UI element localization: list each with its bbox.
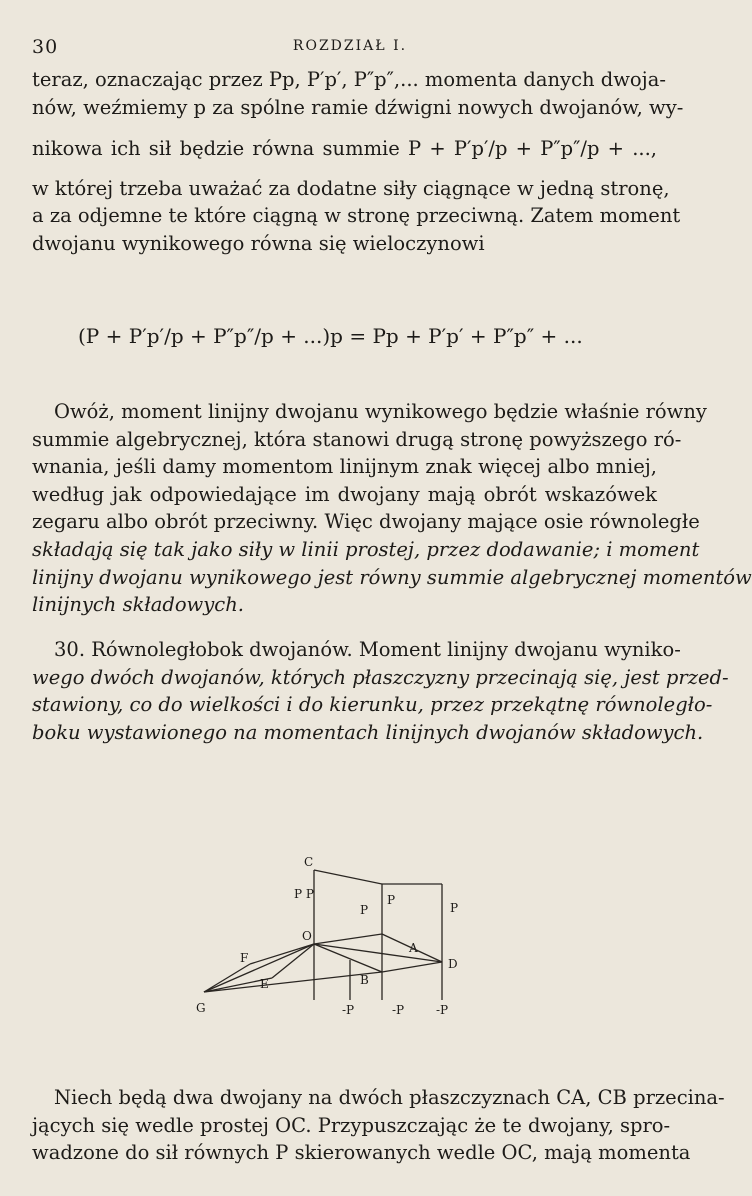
label-pp: P P [294,887,314,901]
label-minus-p: -P [342,1003,355,1017]
couples-parallelogram-figure [192,852,502,1022]
label-p: P [360,903,369,917]
paragraph-3 [32,636,729,746]
paragraph-2 [32,398,752,619]
label-c: C [304,855,314,869]
text-line: nów, weźmiemy p za spólne ramie dźwigni nowych dwojanów, wy- [32,95,684,119]
text-line: linijnych składowych. [32,593,244,617]
text-line: składają się tak jako siły w linii prostej, przez dodawanie; i moment [32,537,700,561]
paragraph-4 [32,1084,725,1167]
label-p: P [387,893,396,907]
label-o: O [302,929,312,943]
text-line: wego dwóch dwojanów, których płaszczyzny przecinają się, jest przed- [32,665,729,689]
text-line: jących się wedle prostej OC. Przypuszczając że te dwojany, spro- [32,1113,671,1137]
text-line: 30. Równoległobok dwojanów. Moment linijny dwojanu wyniko- [54,638,681,661]
text-line: nikowa ich sił będzie równa summie P + P′p′/p + P″p″/p + ..., [32,137,657,161]
label-p: P [450,901,459,915]
equation [78,324,638,348]
text-line: summie algebrycznej, która stanowi drugą stronę powyższego ró- [32,427,682,451]
label-minus-p: -P [392,1003,405,1017]
label-a: A [409,941,418,955]
paragraph-1 [32,66,684,258]
label-e: E [260,977,269,991]
label-g: G [196,1001,206,1015]
text-line: a za odjemne te które ciągną w stronę przeciwną. Zatem moment [32,204,681,228]
text-line: wadzone do sił równych P skierowanych wedle OC, mają momenta [32,1141,691,1165]
text-line: wnania, jeśli damy momentom linijnym znak więcej albo mniej, [32,455,657,479]
text-line: zegaru albo obrót przeciwny. Więc dwojany mające osie równoległe [32,510,700,534]
text-line: stawiony, co do wielkości i do kierunku, przez przekątnę równoległo- [32,693,713,717]
label-minus-p: -P [436,1003,449,1017]
text-line: Owóż, moment linijny dwojanu wynikowego będzie właśnie równy [54,400,707,423]
equation-text: (P + P′p′/p + P″p″/p + ...)p = Pp + P′p′ + P″p″ + ... [78,324,583,348]
text-line: boku wystawionego na momentach linijnych dwojanów składowych. [32,720,704,744]
running-title: ROZDZIAŁ I. [292,38,408,54]
page-header [0,36,700,60]
page-number: 30 [32,36,59,58]
text-line: teraz, oznaczając przez Pp, P′p′, P″p″,... momenta danych dwoja- [32,68,666,91]
label-f: F [240,951,249,965]
label-b: B [360,973,369,987]
text-line: w której trzeba uważać za dodatne siły ciągnące w jedną stronę, [32,176,670,200]
text-line: Niech będą dwa dwojany na dwóch płaszczyznach CA, CB przecina- [54,1086,725,1109]
text-line: według jak odpowiedające im dwojany mają obrót wskazówek [32,482,657,506]
label-d: D [448,957,458,971]
text-line: linijny dwojanu wynikowego jest równy summie algebrycznej momentów [32,565,752,589]
text-line: dwojanu wynikowego równa się wieloczynowi [32,231,485,255]
